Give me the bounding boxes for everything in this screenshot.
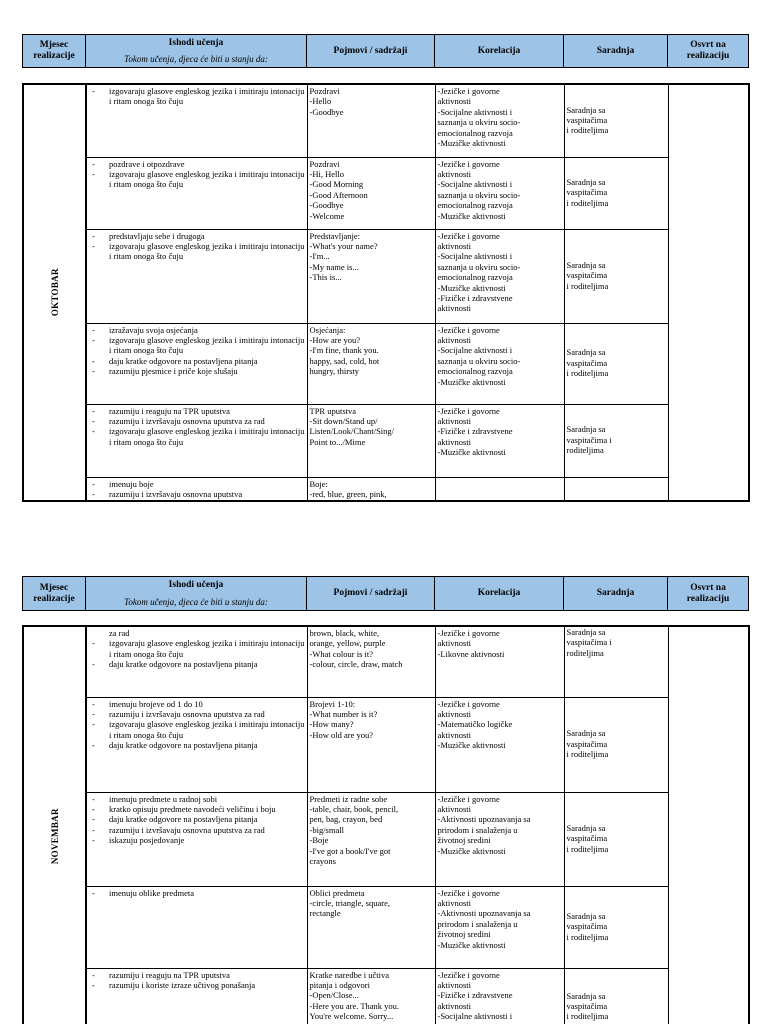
ishodi-item: - imenuju predmete u radnoj sobi: [89, 794, 305, 804]
saradnja-cell: [564, 886, 668, 968]
ishodi-cell: [86, 477, 307, 501]
korelacija-line: životnoj sredini: [437, 835, 491, 846]
pojmovi-cell: [307, 229, 435, 323]
ishodi-list: [89, 479, 305, 500]
pojmovi-line: Brojevi 1-10:: [309, 698, 356, 709]
saradnja-line: i roditeljima: [566, 843, 609, 854]
korelacija-line: -Socijalne aktivnosti i: [437, 179, 513, 190]
korelacija-line: -Matematičko logičke: [437, 719, 513, 730]
pojmovi-line: -My name is...: [309, 261, 359, 272]
korelacija-line: -Socijalne aktivnosti i: [437, 251, 513, 262]
saradnja-cell: [564, 968, 668, 1024]
ishodi-list: [89, 86, 305, 107]
ishodi-item: - razumiju i koriste izraze učtivog ponašanja: [89, 980, 305, 990]
header-osvrt: Osvrt na realizaciju: [668, 577, 749, 611]
ishodi-item: - iskazuju posjedovanje: [89, 835, 305, 845]
saradnja-line: Saradnja sa: [566, 424, 606, 435]
korelacija-line: -Muzičke aktivnosti: [437, 210, 506, 221]
table-row: [23, 157, 749, 229]
pojmovi-line: orange, yellow, purple: [309, 638, 386, 649]
korelacija-cell: [435, 404, 564, 477]
table-row: [23, 229, 749, 323]
korelacija-line: -Aktivnosti upoznavanja sa: [437, 814, 531, 825]
ishodi-item: - izgovaraju glasove engleskog jezika i imitiraju intonaciju i ritam onoga što čuju: [89, 86, 305, 107]
korelacija-cell: [435, 968, 564, 1024]
korelacija-line: aktivnosti: [437, 240, 472, 251]
ishodi-list: [89, 325, 305, 377]
pojmovi-line: -Here you are. Thank you.: [309, 1000, 400, 1011]
korelacija-line: -Fizičke i zdravstvene: [437, 990, 513, 1001]
korelacija-line: -Jezičke i govorne: [437, 405, 500, 416]
korelacija-line: aktivnosti: [437, 415, 472, 426]
month-label: OKTOBAR: [49, 268, 60, 317]
saradnja-line: i roditeljima: [566, 125, 609, 136]
pojmovi-cell: [307, 968, 435, 1024]
pojmovi-cell: [307, 157, 435, 229]
ishodi-item: - izgovaraju glasove engleskog jezika i imitiraju intonaciju i ritam onoga što čuju: [89, 426, 305, 447]
saradnja-line: vaspitačima: [566, 921, 608, 932]
header-korelacija: Korelacija: [435, 577, 564, 611]
korelacija-line: -Muzičke aktivnosti: [437, 740, 506, 751]
table-row: [23, 697, 749, 792]
month-cell: [23, 626, 86, 1024]
month-label: NOVEMBAR: [49, 808, 60, 864]
korelacija-line: -Socijalne aktivnosti i: [437, 345, 513, 356]
header-korelacija: Korelacija: [435, 35, 564, 68]
saradnja-line: vaspitačima: [566, 270, 608, 281]
ishodi-item: - daju kratke odgovore na postavljena pitanja: [89, 814, 305, 824]
saradnja-line: Saradnja sa: [566, 627, 606, 637]
korelacija-line: -Jezičke i govorne: [437, 628, 500, 638]
korelacija-line: aktivnosti: [437, 334, 472, 345]
saradnja-line: i roditeljima: [566, 197, 609, 208]
korelacija-line: -Jezičke i govorne: [437, 793, 500, 804]
ishodi-item: - kratko opisuju predmete navodeći veličinu i boju: [89, 804, 305, 814]
saradnja-cell: [564, 626, 668, 697]
korelacija-line: aktivnosti: [437, 708, 472, 719]
ishodi-cell: [86, 697, 307, 792]
ishodi-item: - imenuju oblike predmeta: [89, 888, 305, 898]
table-row: [23, 477, 749, 501]
pojmovi-line: pen, bag, crayon, bed: [309, 814, 383, 825]
korelacija-line: prirodom i snalaženja u: [437, 918, 518, 929]
ishodi-item: - imenuju boje: [89, 479, 305, 489]
saradnja-line: roditeljima: [566, 647, 604, 658]
saradnja-line: vaspitačima: [566, 833, 608, 844]
korelacija-cell: [435, 323, 564, 404]
pojmovi-cell: [307, 626, 435, 697]
header-ishodi: [86, 577, 307, 611]
pojmovi-line: Boje:: [309, 478, 328, 489]
table-row: [23, 323, 749, 404]
korelacija-line: aktivnosti: [437, 638, 472, 649]
pojmovi-line: -Goodbye: [309, 106, 344, 117]
ishodi-item: - imenuju brojeve od 1 do 10: [89, 699, 305, 709]
pojmovi-line: -Hello: [309, 96, 332, 107]
pojmovi-line: -colour, circle, draw, match: [309, 659, 403, 670]
ishodi-item: - razumiju i izvršavaju osnovna uputstva za rad: [89, 709, 305, 719]
pojmovi-line: -Goodbye: [309, 200, 344, 211]
ishodi-item: - predstavljaju sebe i drugoga: [89, 231, 305, 241]
ishodi-item: - daju kratke odgovore na postavljena pitanja: [89, 356, 305, 366]
month-cell: [23, 84, 86, 501]
korelacija-line: -Fizičke i zdravstvene: [437, 292, 513, 303]
pojmovi-line: Kratke naredbe i učtiva: [309, 969, 390, 980]
saradnja-line: vaspitačima i: [566, 637, 612, 648]
korelacija-line: emocionalnog razvoja: [437, 200, 513, 211]
ishodi-list: [89, 888, 305, 898]
pojmovi-line: -Hi, Hello: [309, 168, 344, 179]
pojmovi-line: happy, sad, cold, hot: [309, 355, 380, 366]
pojmovi-line: Osjećanja:: [309, 324, 346, 335]
pojmovi-cell: [307, 323, 435, 404]
pojmovi-line: -red, blue, green, pink,: [309, 488, 387, 499]
saradnja-cell: [564, 697, 668, 792]
pojmovi-line: -Open/Close...: [309, 990, 359, 1001]
ishodi-list: [89, 406, 305, 448]
korelacija-line: -Jezičke i govorne: [437, 324, 500, 335]
korelacija-line: emocionalnog razvoja: [437, 366, 513, 377]
table-row: [23, 886, 749, 968]
saradnja-line: Saradnja sa: [566, 259, 606, 270]
pojmovi-line: -table, chair, book, pencil,: [309, 803, 399, 814]
korelacija-line: -Muzičke aktivnosti: [437, 376, 506, 387]
korelacija-line: aktivnosti: [437, 897, 472, 908]
ishodi-item: - izgovaraju glasove engleskog jezika i imitiraju intonaciju i ritam onoga što čuju: [89, 638, 305, 659]
korelacija-line: životnoj sredini: [437, 929, 491, 940]
ishodi-item: - razumiju i izvršavaju osnovna uputstva za rad: [89, 416, 305, 426]
ishodi-cell: [86, 792, 307, 886]
saradnja-line: Saradnja sa: [566, 176, 606, 187]
korelacija-line: prirodom i snalaženja u: [437, 824, 518, 835]
header-ishodi-subtitle: Tokom učenja, djeca će biti u stanju da:: [124, 597, 268, 607]
ishodi-item: - daju kratke odgovore na postavljena pitanja: [89, 659, 305, 669]
korelacija-line: saznanja u okviru socio-: [437, 189, 521, 200]
ishodi-cell: [86, 886, 307, 968]
korelacija-line: emocionalnog razvoja: [437, 127, 513, 138]
pojmovi-line: -This is...: [309, 272, 342, 283]
header-pojmovi: Pojmovi / sadržaji: [307, 577, 435, 611]
pojmovi-line: Predmeti iz radne sobe: [309, 793, 388, 804]
korelacija-line: -Muzičke aktivnosti: [437, 939, 506, 950]
ishodi-cell: [86, 84, 307, 157]
saradnja-line: i roditeljima: [566, 368, 609, 379]
pojmovi-line: -big/small: [309, 824, 344, 835]
korelacija-line: aktivnosti: [437, 1000, 472, 1011]
header-saradnja: Saradnja: [564, 35, 668, 68]
table-header-2: [22, 576, 749, 611]
pojmovi-line: -What colour is it?: [309, 648, 373, 659]
korelacija-cell: [435, 477, 564, 501]
pojmovi-line: Listen/Look/Chant/Sing/: [309, 426, 395, 437]
pojmovi-line: TPR uputstva: [309, 405, 357, 416]
table-row: [23, 404, 749, 477]
korelacija-line: aktivnosti: [437, 729, 472, 740]
korelacija-line: emocionalnog razvoja: [437, 272, 513, 283]
saradnja-cell: [564, 323, 668, 404]
korelacija-line: -Jezičke i govorne: [437, 698, 500, 709]
saradnja-line: vaspitačima: [566, 738, 608, 749]
ishodi-item: - izgovaraju glasove engleskog jezika i imitiraju intonaciju i ritam onoga što čuju: [89, 169, 305, 190]
korelacija-line: -Muzičke aktivnosti: [437, 845, 506, 856]
ishodi-list: [89, 231, 305, 262]
korelacija-line: -Jezičke i govorne: [437, 158, 500, 169]
ishodi-cell: [86, 157, 307, 229]
pojmovi-line: Oblici predmeta: [309, 887, 365, 898]
pojmovi-line: Point to.../Mime: [309, 436, 366, 447]
pojmovi-cell: [307, 886, 435, 968]
pojmovi-line: -I've got a book/I've got: [309, 845, 391, 856]
korelacija-line: saznanja u okviru socio-: [437, 261, 521, 272]
korelacija-line: -Socijalne aktivnosti i: [437, 1011, 513, 1022]
korelacija-line: aktivnosti: [437, 979, 472, 990]
korelacija-cell: [435, 157, 564, 229]
pojmovi-line: -circle, triangle, square,: [309, 897, 390, 908]
korelacija-line: -Aktivnosti upoznavanja sa: [437, 908, 531, 919]
saradnja-cell: [564, 477, 668, 501]
ishodi-cell: [86, 626, 307, 697]
saradnja-cell: [564, 157, 668, 229]
pojmovi-line: -Welcome: [309, 210, 345, 221]
table-row: [23, 626, 749, 697]
ishodi-item: - izgovaraju glasove engleskog jezika i imitiraju intonaciju i ritam onoga što čuju: [89, 719, 305, 740]
korelacija-line: -Jezičke i govorne: [437, 969, 500, 980]
pojmovi-line: pitanja i odgovori: [309, 979, 370, 990]
pojmovi-line: Pozdravi: [309, 86, 340, 96]
ishodi-item: - razumiju i reaguju na TPR uputstva: [89, 970, 305, 980]
table-row: [23, 84, 749, 157]
pojmovi-line: crayons: [309, 855, 336, 866]
saradnja-line: i roditeljima: [566, 1011, 609, 1022]
pojmovi-line: -What's your name?: [309, 240, 378, 251]
pojmovi-line: brown, black, white,: [309, 628, 380, 638]
saradnja-line: vaspitačima: [566, 187, 608, 198]
ishodi-cell: [86, 404, 307, 477]
pojmovi-line: -How many?: [309, 719, 354, 730]
osvrt-cell: [668, 626, 749, 1024]
korelacija-line: -Jezičke i govorne: [437, 230, 500, 241]
ishodi-item: - izražavaju svoja osjećanja: [89, 325, 305, 335]
korelacija-line: aktivnosti: [437, 436, 472, 447]
pojmovi-line: -I'm...: [309, 251, 330, 262]
korelacija-line: -Likovne aktivnosti: [437, 648, 505, 659]
ishodi-item: - razumiju i izvršavaju osnovna uputstva za rad: [89, 825, 305, 835]
header-osvrt: Osvrt na realizaciju: [668, 35, 749, 68]
korelacija-line: -Muzičke aktivnosti: [437, 447, 506, 458]
korelacija-line: saznanja u okviru socio-: [437, 117, 521, 128]
pojmovi-line: -Sit down/Stand up/: [309, 415, 378, 426]
ishodi-item: - izgovaraju glasove engleskog jezika i imitiraju intonaciju i ritam onoga što čuju: [89, 241, 305, 262]
pojmovi-line: -What number is it?: [309, 708, 378, 719]
korelacija-cell: [435, 792, 564, 886]
ishodi-cell: [86, 323, 307, 404]
header-mjesec: Mjesec realizacije: [23, 577, 86, 611]
korelacija-cell: [435, 229, 564, 323]
ishodi-list: [89, 699, 305, 751]
saradnja-cell: [564, 792, 668, 886]
header-pojmovi: Pojmovi / sadržaji: [307, 35, 435, 68]
ishodi-list: [89, 159, 305, 190]
pojmovi-line: rectangle: [309, 908, 341, 919]
saradnja-cell: [564, 229, 668, 323]
ishodi-cell: [86, 229, 307, 323]
saradnja-cell: [564, 404, 668, 477]
korelacija-line: -Fizičke i zdravstvene: [437, 426, 513, 437]
korelacija-cell: [435, 84, 564, 157]
pojmovi-cell: [307, 84, 435, 157]
ishodi-list: [89, 794, 305, 846]
saradnja-line: Saradnja sa: [566, 822, 606, 833]
ishodi-list: [89, 628, 305, 670]
table-oktobar: [22, 83, 750, 502]
saradnja-line: vaspitačima: [566, 357, 608, 368]
pojmovi-cell: [307, 697, 435, 792]
pojmovi-line: hungry, thirsty: [309, 366, 360, 377]
ishodi-item: - pozdrave i otpozdrave: [89, 159, 305, 169]
ishodi-list: [89, 970, 305, 991]
pojmovi-line: Pozdravi: [309, 158, 340, 169]
korelacija-line: aktivnosti: [437, 96, 472, 107]
table-novembar: [22, 625, 750, 1024]
korelacija-line: -Jezičke i govorne: [437, 86, 500, 96]
header-ishodi: [86, 35, 307, 68]
osvrt-cell: [668, 84, 749, 501]
korelacija-line: aktivnosti: [437, 168, 472, 179]
korelacija-cell: [435, 886, 564, 968]
saradnja-line: Saradnja sa: [566, 910, 606, 921]
header-mjesec: Mjesec realizacije: [23, 35, 86, 68]
pojmovi-line: -How old are you?: [309, 729, 373, 740]
pojmovi-line: Predstavljanje:: [309, 230, 361, 241]
ishodi-item: - razumiju i izvršavaju osnovna uputstva: [89, 489, 305, 499]
saradnja-line: Saradnja sa: [566, 728, 606, 739]
korelacija-line: -Socijalne aktivnosti i: [437, 106, 513, 117]
saradnja-line: vaspitačima: [566, 1001, 608, 1012]
header-ishodi-title: Ishodi učenja: [168, 38, 224, 48]
saradnja-line: vaspitačima: [566, 115, 608, 126]
table-row: [23, 968, 749, 1024]
header-ishodi-title: Ishodi učenja: [168, 580, 224, 590]
saradnja-line: i roditeljima: [566, 280, 609, 291]
korelacija-line: -Jezičke i govorne: [437, 887, 500, 898]
saradnja-line: i roditeljima: [566, 931, 609, 942]
pojmovi-line: You're welcome. Sorry...: [309, 1011, 394, 1022]
pojmovi-line: -Boje: [309, 835, 329, 846]
saradnja-line: Saradnja sa: [566, 990, 606, 1001]
saradnja-line: roditeljima: [566, 445, 604, 456]
pojmovi-line: -How are you?: [309, 334, 361, 345]
pojmovi-cell: [307, 477, 435, 501]
ishodi-item: za rad: [109, 628, 130, 638]
ishodi-item: - razumiju pjesmice i priče koje slušaju: [89, 366, 305, 376]
saradnja-cell: [564, 84, 668, 157]
pojmovi-cell: [307, 404, 435, 477]
korelacija-line: aktivnosti: [437, 303, 472, 314]
pojmovi-cell: [307, 792, 435, 886]
korelacija-line: -Muzičke aktivnosti: [437, 282, 506, 293]
korelacija-cell: [435, 697, 564, 792]
header-ishodi-subtitle: Tokom učenja, djeca će biti u stanju da:: [124, 54, 268, 64]
pojmovi-line: -I'm fine, thank you.: [309, 345, 379, 356]
ishodi-cell: [86, 968, 307, 1024]
pojmovi-line: -Good Afternoon: [309, 189, 368, 200]
ishodi-item: - daju kratke odgovore na postavljena pitanja: [89, 740, 305, 750]
korelacija-cell: [435, 626, 564, 697]
ishodi-item: - izgovaraju glasove engleskog jezika i imitiraju intonaciju i ritam onoga što čuju: [89, 335, 305, 356]
korelacija-line: saznanja u okviru socio-: [437, 355, 521, 366]
korelacija-line: aktivnosti: [437, 803, 472, 814]
ishodi-item: - razumiju i reaguju na TPR uputstva: [89, 406, 305, 416]
saradnja-line: Saradnja sa: [566, 347, 606, 358]
table-header-1: [22, 34, 749, 68]
header-saradnja: Saradnja: [564, 577, 668, 611]
korelacija-line: -Muzičke aktivnosti: [437, 138, 506, 149]
saradnja-line: i roditeljima: [566, 749, 609, 760]
table-row: [23, 792, 749, 886]
saradnja-line: Saradnja sa: [566, 104, 606, 115]
saradnja-line: vaspitačima i: [566, 434, 612, 445]
pojmovi-line: -Good Morning: [309, 179, 364, 190]
